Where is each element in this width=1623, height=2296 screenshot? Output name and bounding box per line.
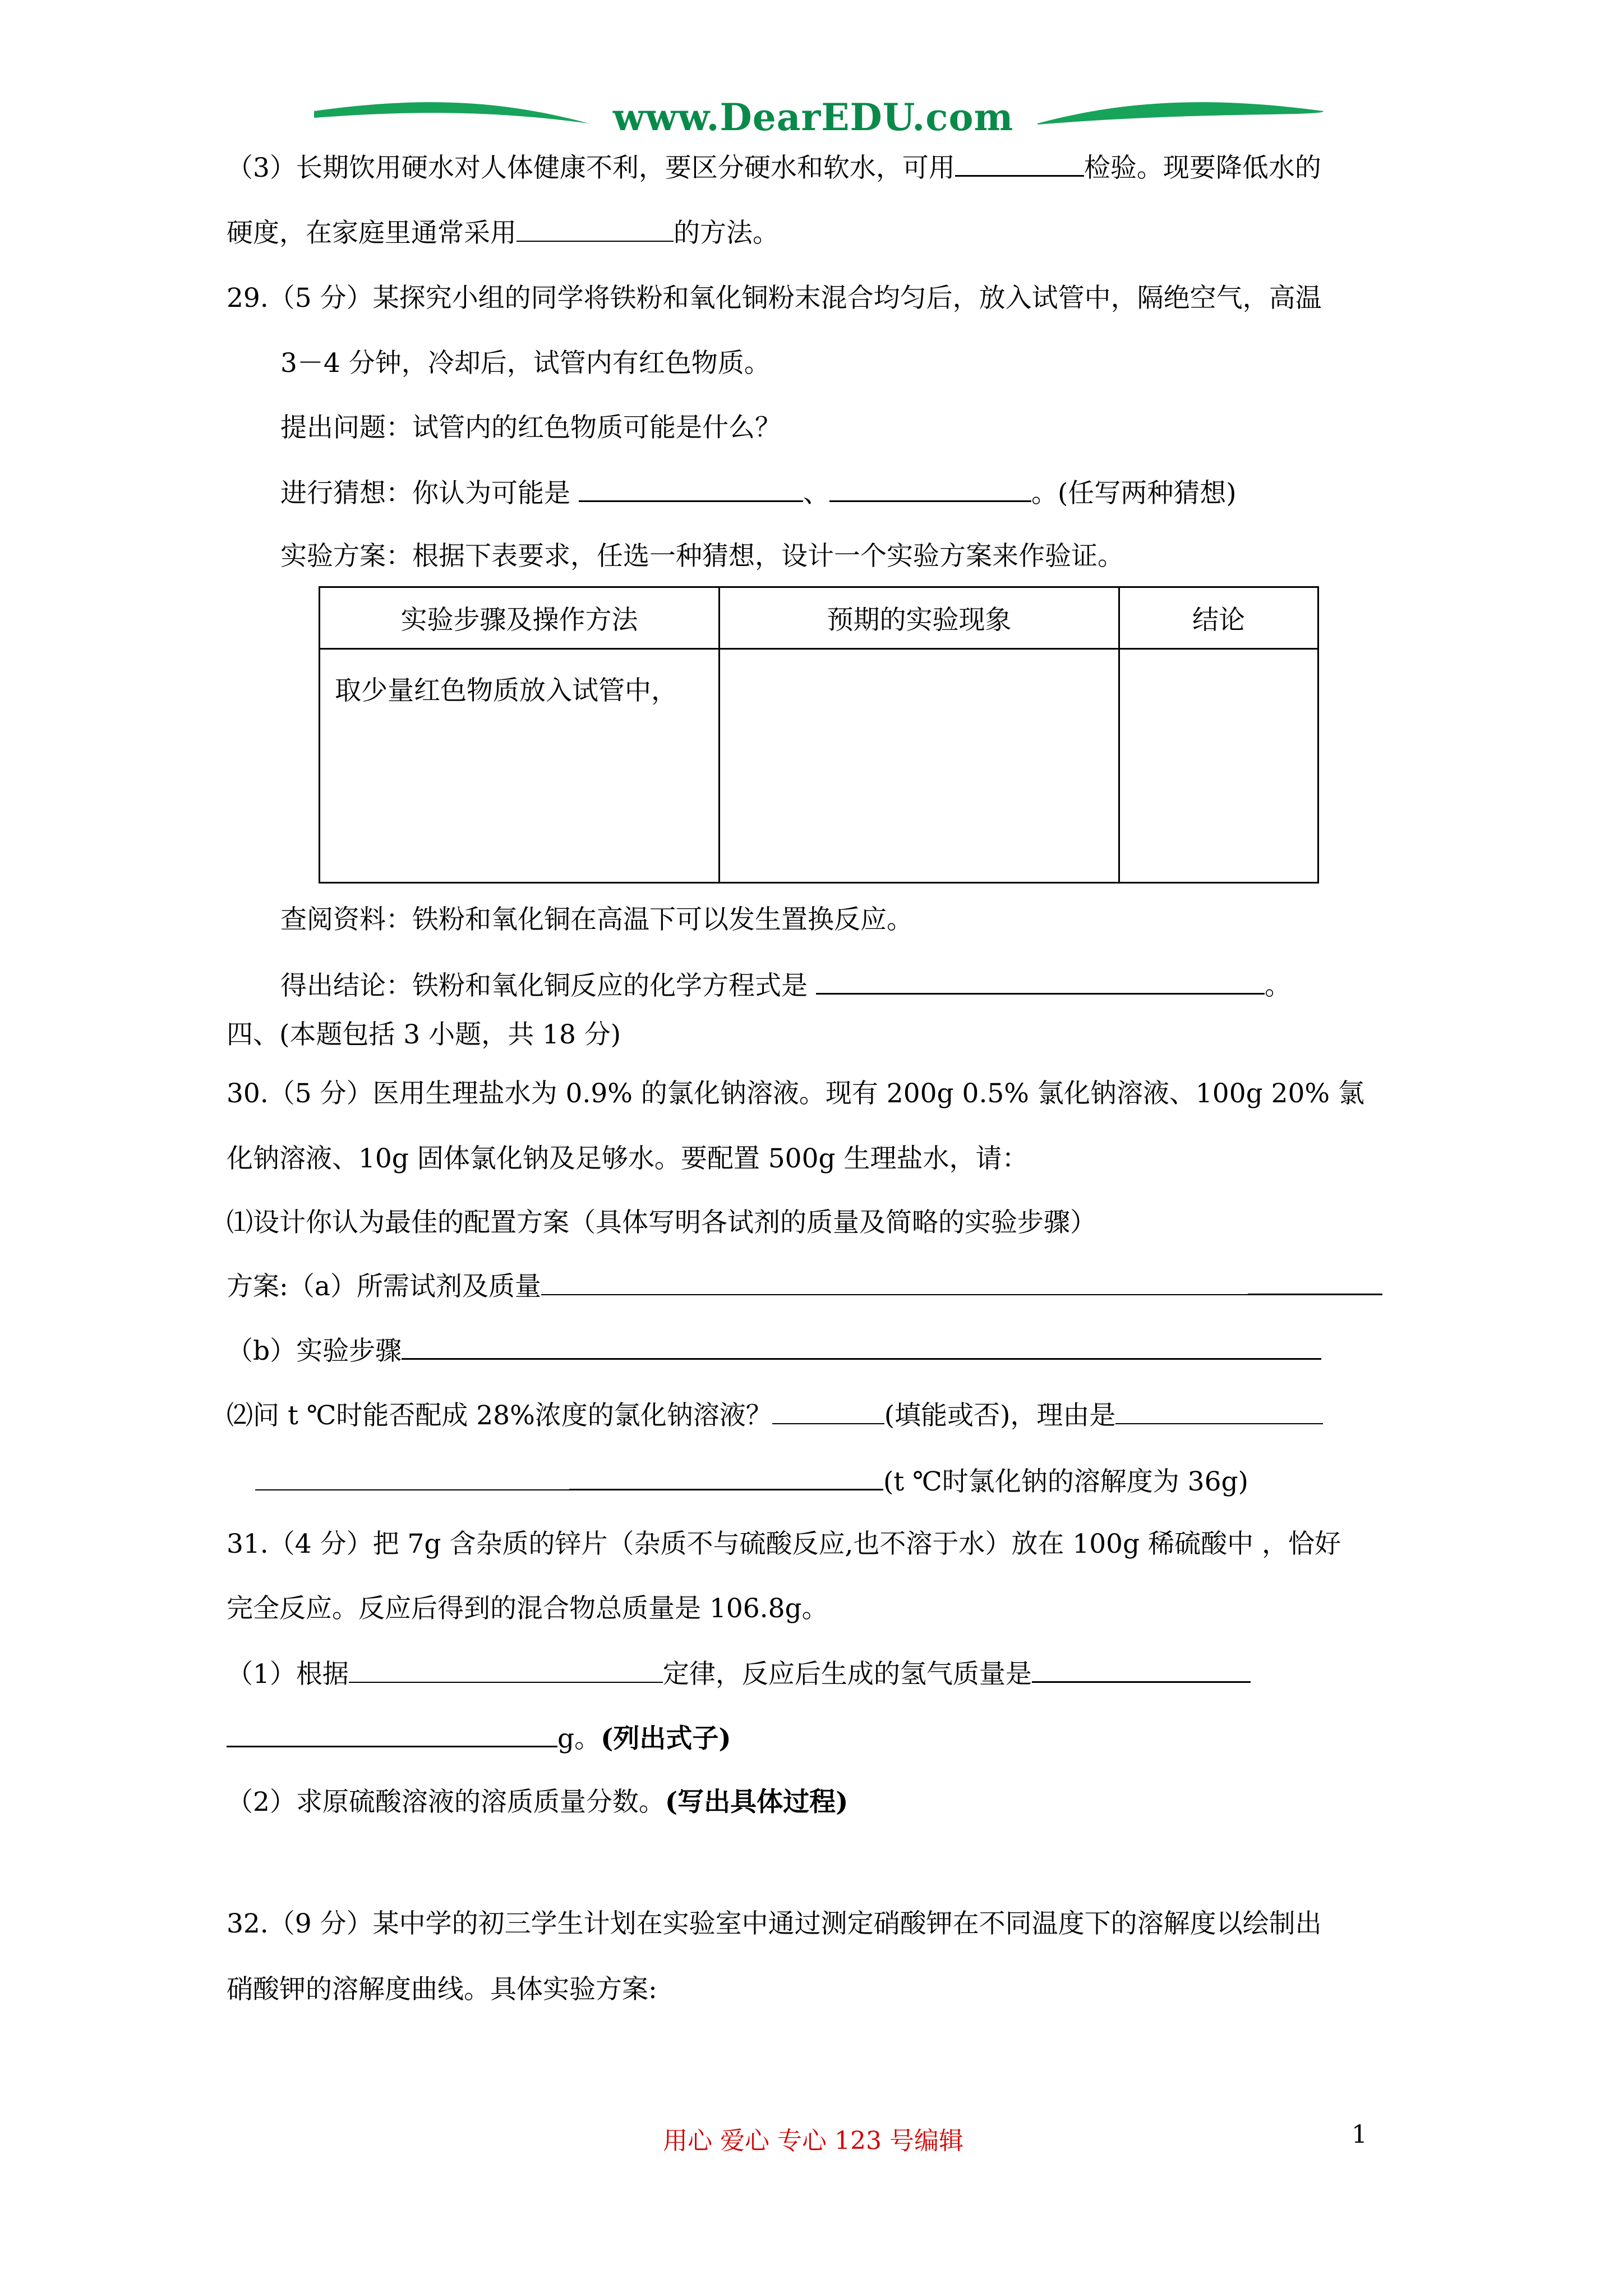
answer-blank[interactable] — [772, 1398, 884, 1424]
section-title: 四、(本题包括 3 小题，共 18 分) — [227, 1019, 621, 1050]
q31-line1: 31.（4 分）把 7g 含杂质的锌片（杂质不与硫酸反应,也不溶于水）放在 100g 稀硫酸中 ，恰好 — [227, 1529, 1341, 1559]
answer-blank[interactable] — [955, 150, 1084, 177]
q28-line2: 硬度，在家庭里通常采用 的方法。 — [227, 216, 779, 250]
q29-line7: 得出结论：铁粉和氧化铜反应的化学方程式是 。 — [280, 968, 1291, 1003]
q30-line7: (t ℃时氯化钠的溶解度为 36g) — [255, 1464, 1248, 1499]
answer-blank[interactable] — [255, 1465, 569, 1490]
q31-line3: （1）根据 定律，反应后生成的氢气质量是 — [227, 1657, 1251, 1691]
footer-text: 用心 爱心 专心 123 号编辑 — [663, 2127, 963, 2155]
answer-blank[interactable] — [349, 1657, 663, 1683]
answer-blank[interactable] — [829, 476, 1031, 502]
q30-line6: ⑵问 t ℃时能否配成 28%浓度的氯化钠溶液？ (填能或否)，理由是 — [227, 1398, 1323, 1433]
q31-line4: g。(列出式子) — [227, 1721, 731, 1756]
q29-line2: 3－4 分钟，冷却后，试管内有红色物质。 — [280, 348, 771, 379]
answer-blank[interactable] — [579, 476, 803, 502]
answer-blank[interactable] — [227, 1721, 557, 1747]
table-header-cell: 实验步骤及操作方法 — [320, 587, 720, 649]
answer-blank[interactable] — [541, 1269, 1248, 1295]
left-swoosh-decoration — [314, 102, 589, 123]
q29-line6: 查阅资料：铁粉和氧化铜在高温下可以发生置换反应。 — [280, 904, 913, 935]
experiment-table — [319, 586, 1319, 884]
site-logo-text: www.DearEDU.com — [612, 95, 1014, 139]
answer-blank[interactable] — [1248, 1269, 1382, 1295]
q29-line3: 提出问题：试管内的红色物质可能是什么？ — [280, 412, 781, 443]
q29-line4: 进行猜想：你认为可能是 、 。(任写两种猜想) — [280, 476, 1237, 510]
table-row — [320, 649, 1318, 883]
answer-blank[interactable] — [517, 216, 674, 242]
q28-line1: （3）长期饮用硬水对人体健康不利，要区分硬水和软水，可用 检验。现要降低水的 — [227, 150, 1321, 185]
q31-line2: 完全反应。反应后得到的混合物总质量是 106.8g。 — [227, 1593, 828, 1624]
q32-line2: 硝酸钾的溶解度曲线。具体实验方案: — [227, 1974, 657, 2005]
answer-blank[interactable] — [569, 1464, 883, 1490]
q29-line5: 实验方案：根据下表要求，任选一种猜想，设计一个实验方案来作验证。 — [280, 541, 1124, 572]
q30-line1: 30.（5 分）医用生理盐水为 0.9% 的氯化钠溶液。现有 200g 0.5% 氯化钠溶液、100g 20% 氯 — [227, 1078, 1365, 1109]
answer-blank[interactable] — [402, 1333, 1321, 1360]
q31-line5: （2）求原硫酸溶液的溶质质量分数。(写出具体过程) — [227, 1787, 849, 1818]
right-swoosh-decoration — [1038, 102, 1324, 125]
q29-line1: 29.（5 分）某探究小组的同学将铁粉和氧化铜粉末混合均匀后，放入试管中，隔绝空气，高温 — [227, 283, 1322, 314]
table-cell[interactable] — [720, 649, 1119, 883]
q30-line4: 方案:（a）所需试剂及质量 — [227, 1269, 1382, 1304]
answer-blank[interactable] — [1032, 1657, 1251, 1683]
q30-line3: ⑴设计你认为最佳的配置方案（具体写明各试剂的质量及简略的实验步骤） — [227, 1207, 1096, 1238]
table-header-row — [320, 587, 1318, 649]
q32-line1: 32.（9 分）某中学的初三学生计划在实验室中通过测定硝酸钾在不同温度下的溶解度以绘制出 — [227, 1908, 1322, 1939]
q30-line5: （b）实验步骤 — [227, 1333, 1321, 1368]
answer-blank[interactable] — [816, 968, 1265, 995]
q30-line2: 化钠溶液、10g 固体氯化钠及足够水。要配置 500g 生理盐水，请： — [227, 1143, 1029, 1174]
table-header-cell: 预期的实验现象 — [720, 587, 1119, 649]
table-header-cell: 结论 — [1119, 587, 1318, 649]
answer-blank[interactable] — [1115, 1398, 1323, 1424]
table-cell[interactable] — [1119, 649, 1318, 883]
table-cell: 取少量红色物质放入试管中， — [320, 649, 720, 883]
page-number: 1 — [1352, 2120, 1367, 2149]
